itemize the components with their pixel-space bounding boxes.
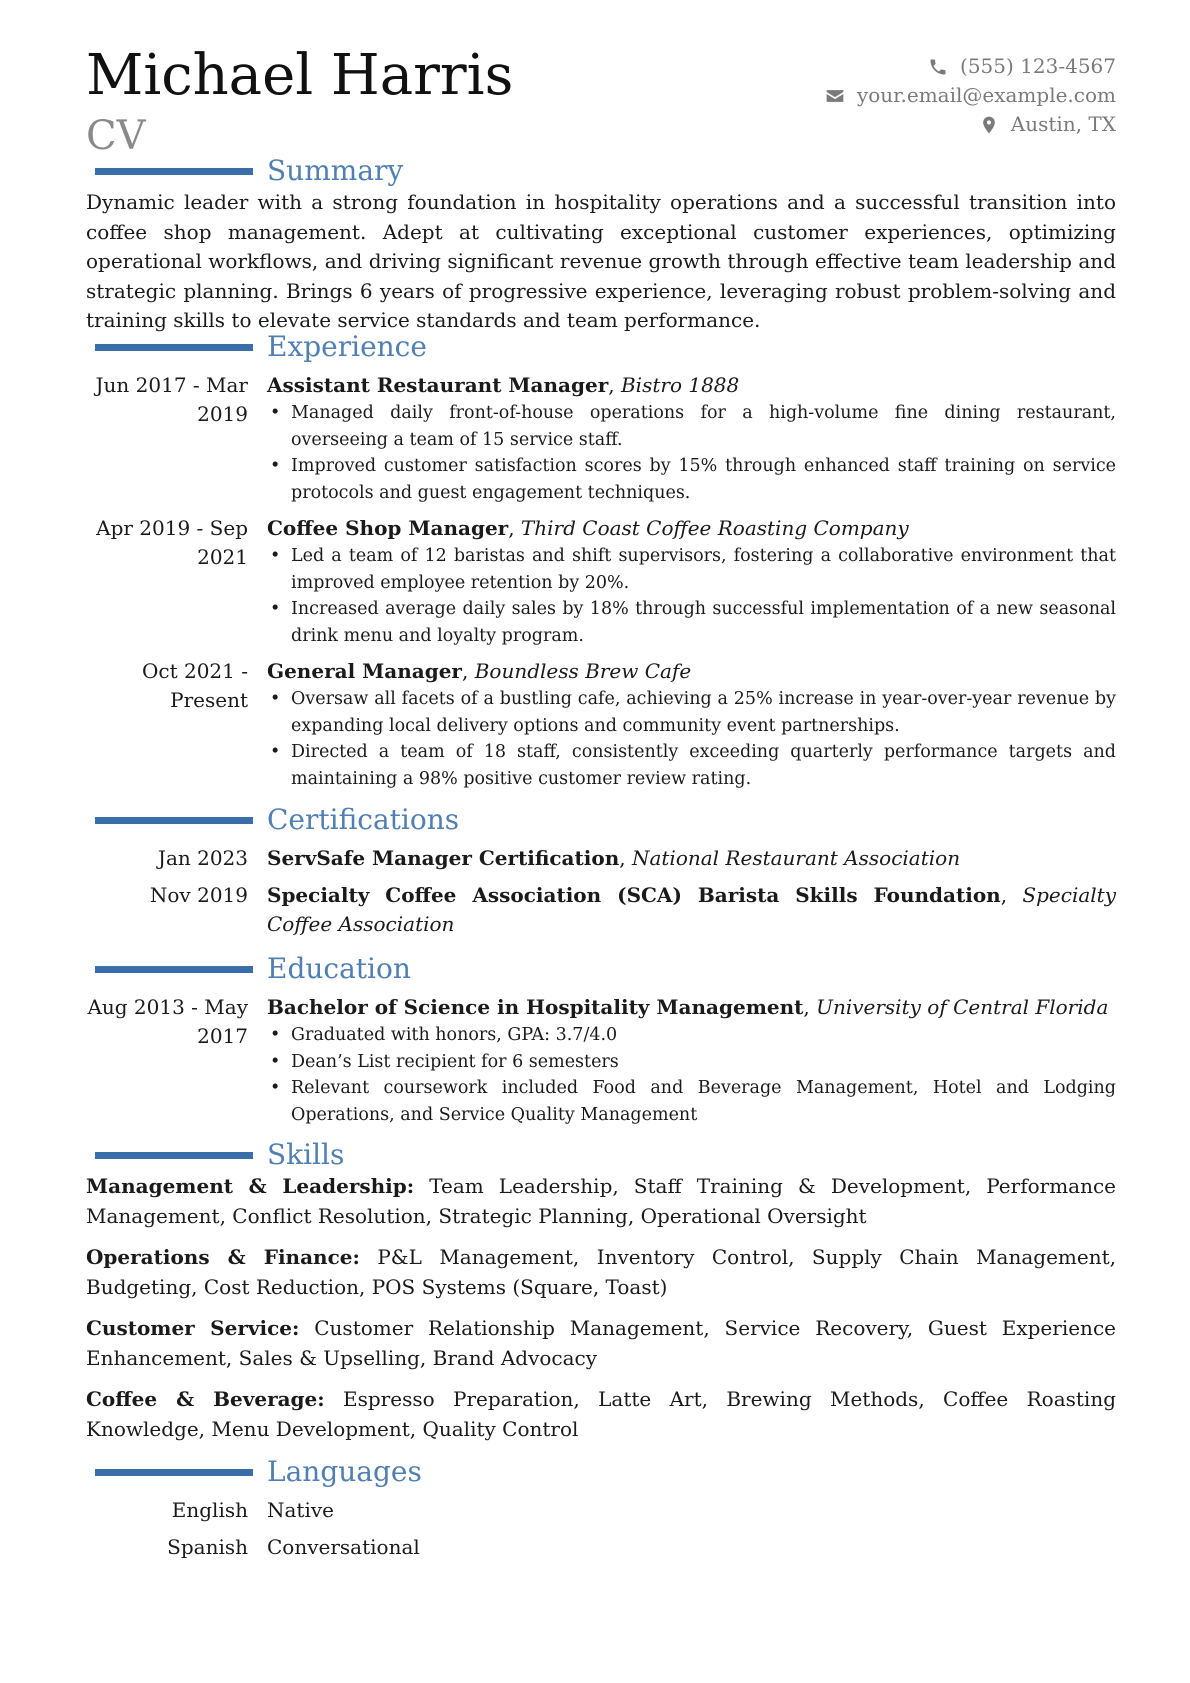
- contact-email: [825, 81, 1116, 110]
- section-title: Experience: [267, 330, 427, 363]
- skill-label: Management & Leadership:: [86, 1174, 415, 1198]
- list-item: • Improved customer satisfaction scores by 15% through enhanced staff training on service protocols and guest engagement techniques.: [267, 453, 1116, 506]
- certification-name: ServSafe Manager Certification: [267, 846, 620, 870]
- phone-number[interactable]: (555) 123-4567: [960, 54, 1116, 78]
- candidate-name: Michael Harris: [86, 43, 514, 108]
- language-level: Conversational: [267, 1535, 420, 1559]
- entry-date: Nov 2019: [149, 883, 248, 907]
- certification-entry: Nov 2019 Specialty Coffee Association (SCA) Barista Skills Foundation, Specialty Coffee Association: [86, 881, 1116, 939]
- experience-entry: Oct 2021 - Present General Manager, Boundless Brew Cafe • Oversaw all facets of a bustling cafe, achieving a 25% increase in year-over-year revenue by expanding local delivery options and community event partnerships. • Directed a team of 18 staff, consistently exceeding quarterly performance targets and maintaining a 98% positive customer review rating.: [86, 657, 1116, 792]
- list-item: • Managed daily front-of-house operations for a high-volume fine dining restaurant, overseeing a team of 15 service staff.: [267, 400, 1116, 453]
- entry-org: Specialty Coffee Association: [267, 883, 1117, 936]
- entry-date: Aug 2013 - May 2017: [87, 995, 248, 1048]
- section-header: [86, 1455, 1116, 1489]
- entry-date: Jan 2023: [157, 846, 248, 870]
- skill-group: [86, 1243, 1116, 1302]
- entry-date: Oct 2021 - Present: [141, 659, 248, 712]
- contact-info: [825, 52, 1116, 139]
- entry-org: University of Central Florida: [816, 995, 1109, 1019]
- skill-group: [86, 1385, 1116, 1444]
- section-header: [86, 1138, 1116, 1172]
- language-name: Spanish: [167, 1535, 248, 1559]
- entry-date: Apr 2019 - Sep 2021: [96, 516, 248, 569]
- contact-phone: [825, 52, 1116, 81]
- cv-label: CV: [86, 113, 146, 159]
- summary-section: [86, 154, 1116, 336]
- section-header: [86, 330, 1116, 364]
- skill-value: Espresso Preparation, Latte Art, Brewing Methods, Coffee Roasting Knowledge, Menu Development, Quality Control: [86, 1387, 1117, 1441]
- skill-label: Operations & Finance:: [86, 1245, 360, 1269]
- email-address[interactable]: your.email@example.com: [856, 83, 1116, 107]
- language-row: [86, 1496, 1116, 1533]
- contact-location: [825, 110, 1116, 139]
- location-text: Austin, TX: [1010, 112, 1116, 136]
- degree-name: Bachelor of Science in Hospitality Management: [267, 995, 804, 1019]
- skill-value: P&L Management, Inventory Control, Supply Chain Management, Budgeting, Cost Reduction, POS Systems (Square, Toast): [86, 1245, 1117, 1299]
- section-bar: [95, 168, 253, 175]
- certifications-section: [86, 803, 1116, 947]
- list-item: • Directed a team of 18 staff, consistently exceeding quarterly performance targets and maintaining a 98% positive customer review rating.: [267, 739, 1116, 792]
- phone-icon: [928, 57, 948, 77]
- certification-name: Specialty Coffee Association (SCA) Barista Skills Foundation: [267, 883, 1001, 907]
- section-title: Education: [267, 952, 411, 985]
- skill-value: Team Leadership, Staff Training & Development, Performance Management, Conflict Resolution, Strategic Planning, Operational Oversight: [86, 1174, 1117, 1228]
- experience-entry: Jun 2017 - Mar 2019 Assistant Restaurant Manager, Bistro 1888 • Managed daily front-of-house operations for a high-volume fine dining restaurant, overseeing a team of 15 service staff. • Improved customer satisfaction scores by 15% through enhanced staff training on service protocols and guest engagement techniques.: [86, 371, 1116, 506]
- list-item: • Led a team of 12 baristas and shift supervisors, fostering a collaborative environment that improved employee retention by 20%.: [267, 543, 1116, 596]
- section-title: Languages: [267, 1455, 422, 1488]
- envelope-icon: [825, 86, 845, 106]
- section-title: Summary: [267, 154, 404, 187]
- skills-section: [86, 1138, 1116, 1456]
- language-row: [86, 1533, 1116, 1570]
- section-bar: [95, 966, 253, 973]
- skill-label: Coffee & Beverage:: [86, 1387, 325, 1411]
- skill-group: [86, 1314, 1116, 1373]
- bullet-list: [267, 686, 1116, 792]
- list-item: • Increased average daily sales by 18% through successful implementation of a new seasonal drink menu and loyalty program.: [267, 596, 1116, 649]
- section-bar: [95, 1152, 253, 1159]
- entry-org: Third Coast Coffee Roasting Company: [520, 516, 909, 540]
- header: [86, 40, 1116, 160]
- section-header: [86, 154, 1116, 188]
- education-section: [86, 952, 1116, 1136]
- map-pin-icon: [979, 115, 999, 135]
- certification-entry: Jan 2023 ServSafe Manager Certification, National Restaurant Association: [86, 844, 1116, 873]
- language-name: English: [171, 1498, 248, 1522]
- skill-group: [86, 1172, 1116, 1231]
- list-item: • Relevant coursework included Food and Beverage Management, Hotel and Lodging Operations, and Service Quality Management: [267, 1075, 1116, 1128]
- entry-role: General Manager: [267, 659, 462, 683]
- section-header: [86, 803, 1116, 837]
- section-bar: [95, 344, 253, 351]
- bullet-list: [267, 1022, 1116, 1128]
- languages-section: [86, 1455, 1116, 1570]
- section-title: Skills: [267, 1138, 345, 1171]
- skill-label: Customer Service:: [86, 1316, 300, 1340]
- entry-org: National Restaurant Association: [631, 846, 961, 870]
- section-bar: [95, 1469, 253, 1476]
- entry-role: Assistant Restaurant Manager: [267, 373, 609, 397]
- section-header: [86, 952, 1116, 986]
- language-level: Native: [267, 1498, 334, 1522]
- entry-date: Jun 2017 - Mar 2019: [95, 373, 248, 426]
- bullet-list: [267, 400, 1116, 506]
- summary-text: Dynamic leader with a strong foundation in hospitality operations and a successful transition into coffee shop management. Adept at cultivating exceptional customer experiences, optimizing operational workflows, and driving significant revenue growth through effective team leadership and strategic planning. Brings 6 years of progressive experience, leveraging robust problem-solving and training skills to elevate service standards and team performance.: [86, 190, 1116, 332]
- experience-section: [86, 330, 1116, 800]
- entry-org: Boundless Brew Cafe: [474, 659, 692, 683]
- skill-value: Customer Relationship Management, Service Recovery, Guest Experience Enhancement, Sales & Upselling, Brand Advocacy: [86, 1316, 1116, 1370]
- list-item: • Graduated with honors, GPA: 3.7/4.0: [267, 1022, 1116, 1049]
- education-entry: Aug 2013 - May 2017 Bachelor of Science in Hospitality Management, University of Central Florida • Graduated with honors, GPA: 3.7/4.0 • Dean’s List recipient for 6 semesters • Relevant coursework included Food and Beverage Management, Hotel and Lodging Operations, and Service Quality Management: [86, 993, 1116, 1128]
- list-item: • Oversaw all facets of a bustling cafe, achieving a 25% increase in year-over-year revenue by expanding local delivery options and community event partnerships.: [267, 686, 1116, 739]
- bullet-list: [267, 543, 1116, 649]
- list-item: • Dean’s List recipient for 6 semesters: [267, 1049, 1116, 1076]
- experience-entry: Apr 2019 - Sep 2021 Coffee Shop Manager, Third Coast Coffee Roasting Company • Led a team of 12 baristas and shift supervisors, fostering a collaborative environment that improved employee retention by 20%. • Increased average daily sales by 18% through successful implementation of a new seasonal drink menu and loyalty program.: [86, 514, 1116, 649]
- entry-org: Bistro 1888: [620, 373, 740, 397]
- section-bar: [95, 817, 253, 824]
- section-title: Certifications: [267, 803, 460, 836]
- entry-role: Coffee Shop Manager: [267, 516, 509, 540]
